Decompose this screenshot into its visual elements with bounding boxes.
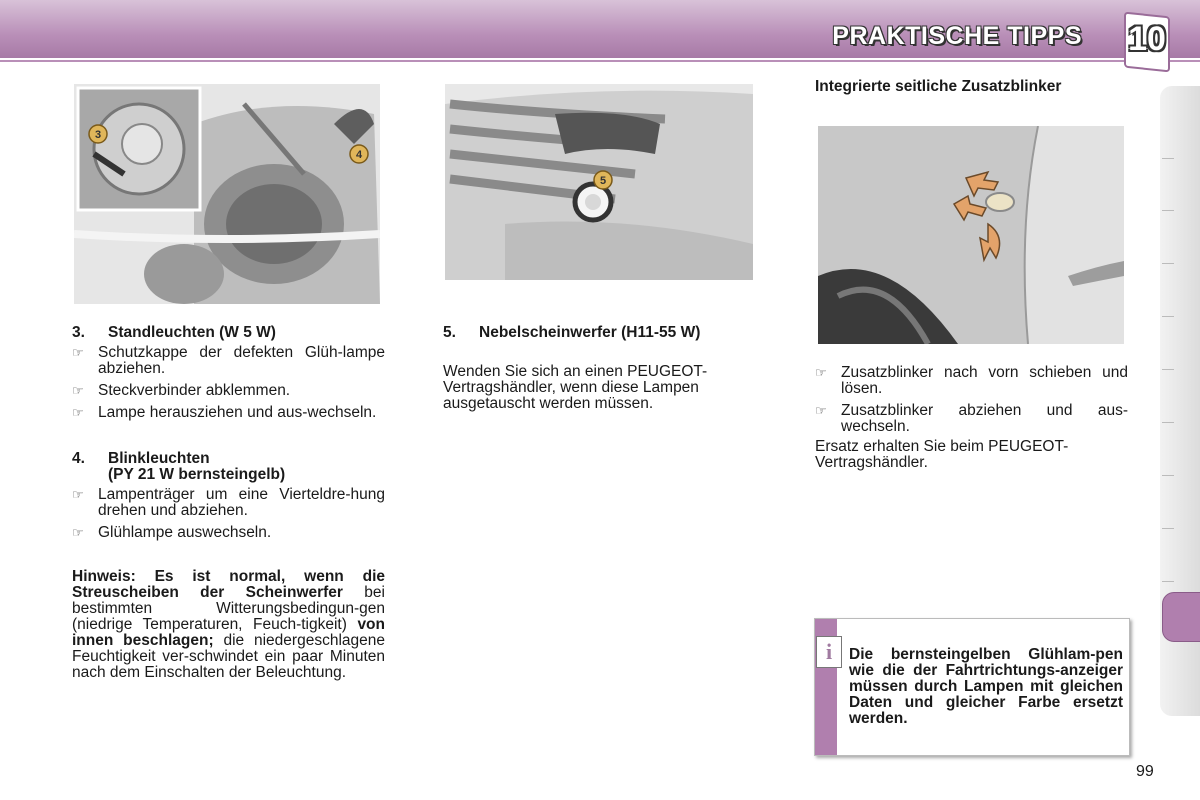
info-icon: i [817, 637, 841, 667]
note-bold-lead: Hinweis: Es ist normal, wenn die Streuscheiben der Scheinwerfer [72, 568, 385, 601]
note-text: die niedergeschlagene Feuchtigkeit ver-schwindet ein paar Minuten nach dem Einschalten der Beleuchtung. [72, 632, 385, 681]
pointing-hand-icon: ☞ [72, 383, 84, 398]
callout-4: 4 [355, 149, 363, 161]
column-2 [443, 325, 756, 412]
section-heading: Integrierte seitliche Zusatzblinker [815, 78, 1062, 95]
note-text: bei bestimmten Witterungsbedingun-gen (niedrige Temperaturen, Feuch-tigkeit) [72, 584, 385, 633]
section-3-heading [72, 325, 385, 341]
rail-tick [1162, 263, 1174, 264]
pointing-hand-icon: ☞ [72, 405, 84, 420]
pointing-hand-icon: ☞ [72, 487, 84, 502]
section-number: 4. [72, 450, 85, 467]
side-repeater-photo [818, 126, 1124, 344]
section-number: 5. [443, 324, 456, 341]
section-title: Standleuchten (W 5 W) [108, 324, 276, 341]
foglamp-photo [445, 84, 753, 280]
chapter-tab-active[interactable] [1162, 592, 1200, 642]
rail-tick [1162, 475, 1174, 476]
pointing-hand-icon: ☞ [72, 525, 84, 540]
pointing-hand-icon: ☞ [815, 365, 827, 380]
info-box-text: Die bernsteingelben Glühlam-pen wie die der Fahrtrichtungs-anzeiger müssen durch Lampen mit gleichen Daten und gleicher Farbe ersetzt werden. [849, 646, 1123, 727]
rail-tick [1162, 528, 1174, 529]
rail-tick [1162, 158, 1174, 159]
list-item [72, 525, 385, 541]
list-item-text: Steckverbinder abklemmen. [98, 382, 291, 399]
info-box [814, 618, 1130, 756]
callout-3: 3 [94, 129, 102, 141]
rail-tick [1162, 210, 1174, 211]
pointing-hand-icon: ☞ [815, 403, 827, 418]
paragraph: Ersatz erhalten Sie beim PEUGEOT-Vertragshändler. [815, 438, 1069, 471]
list-item-text: Lampenträger um eine Vierteldre-hung drehen und abziehen. [98, 486, 385, 519]
callout-5: 5 [599, 175, 607, 187]
section-title: Blinkleuchten [108, 450, 210, 467]
page-number: 99 [1136, 763, 1154, 780]
page-title: PRAKTISCHE TIPPS [832, 22, 1082, 50]
column-3 [815, 359, 1128, 471]
rail-tick [1162, 369, 1174, 370]
section-title: Nebelscheinwerfer (H11-55 W) [479, 324, 701, 341]
note-paragraph [72, 569, 385, 681]
section-number: 3. [72, 324, 85, 341]
section-5-heading [443, 325, 756, 341]
pointing-hand-icon: ☞ [72, 345, 84, 360]
chapter-number: 10 [1128, 20, 1166, 58]
list-item [72, 405, 385, 421]
section-4-heading [72, 451, 385, 483]
list-item-text: Zusatzblinker abziehen und aus-wechseln. [841, 402, 1128, 435]
list-item [72, 487, 385, 519]
list-item-text: Lampe herausziehen und aus-wechseln. [98, 404, 377, 421]
list-item-text: Schutzkappe der defekten Glüh-lampe abziehen. [98, 344, 385, 377]
header-divider [0, 60, 1200, 62]
list-item [72, 345, 385, 377]
list-item-text: Glühlampe auswechseln. [98, 524, 272, 541]
column-3-heading-wrap [815, 79, 1128, 95]
list-item [815, 365, 1128, 397]
rail-tick [1162, 316, 1174, 317]
headlamp-rear-photo [74, 84, 380, 304]
note-bold-inline: von innen beschlagen; [72, 616, 385, 649]
list-item [815, 403, 1128, 435]
column-1 [72, 325, 385, 681]
paragraph: Wenden Sie sich an einen PEUGEOT-Vertragshändler, wenn diese Lampen ausgetauscht werden müssen. [443, 363, 708, 412]
section-subtitle: (PY 21 W bernsteingelb) [108, 466, 286, 483]
rail-tick [1162, 422, 1174, 423]
list-item-text: Zusatzblinker nach vorn schieben und lösen. [841, 364, 1128, 397]
rail-tick [1162, 581, 1174, 582]
list-item [72, 383, 385, 399]
